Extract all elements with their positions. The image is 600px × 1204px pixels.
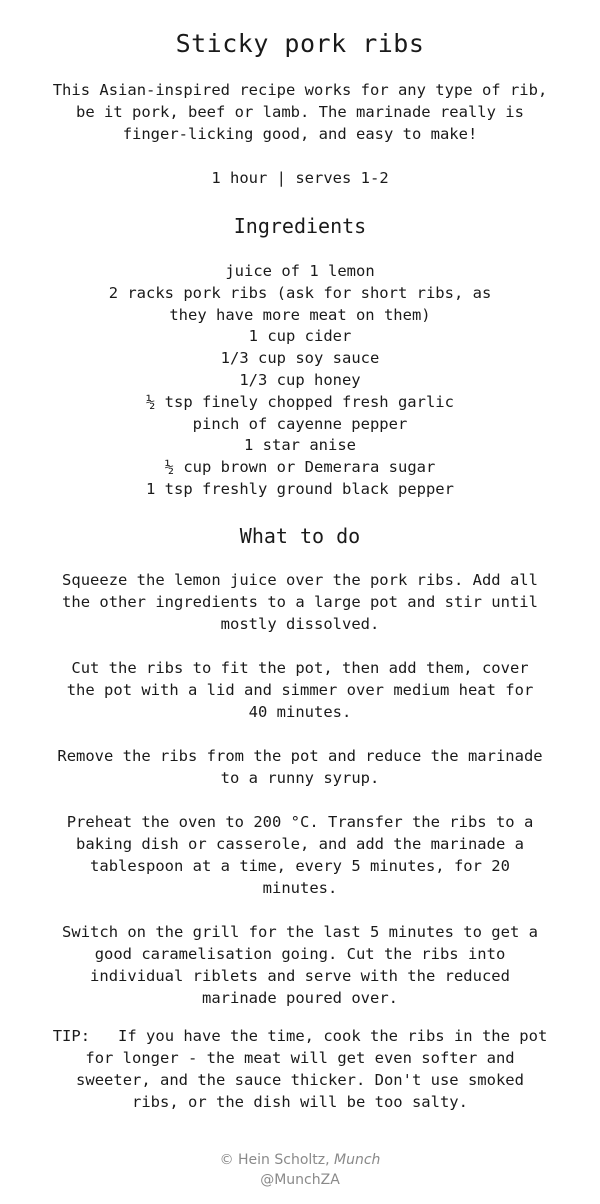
ingredient-item: 1/3 cup soy sauce (220, 349, 380, 368)
ingredient-item: 2 racks pork ribs (ask for short ribs, as (108, 283, 492, 302)
recipe-title: Sticky pork ribs (175, 29, 425, 58)
recipe-intro: This Asian-inspired recipe works for any type of rib, be it pork, beef or lamb. The marinade really is finger-licking good, and easy to make! (52, 81, 548, 143)
method-steps (55, 569, 545, 1031)
ingredient-item: they have more meat on them) (169, 305, 431, 324)
ingredient-item: ½ cup brown or Demerara sugar (164, 458, 436, 477)
publication-name: Munch (334, 1152, 381, 1168)
method-step: Cut the ribs to fit the pot, then add them, cover the pot with a lid and simmer over medium heat for 40 minutes. (66, 659, 534, 721)
ingredient-item: 1 tsp freshly ground black pepper (146, 479, 454, 498)
copyright-line (0, 1150, 600, 1170)
ingredient-item: juice of 1 lemon (225, 262, 375, 280)
ingredients-list (60, 261, 540, 501)
social-handle: @MunchZA (260, 1172, 340, 1188)
ingredients-heading: Ingredients (233, 214, 367, 238)
tip-text: If you have the time, cook the ribs in the pot for longer - the meat will get even softer and sweeter, and the sauce thicker. Don't use smoked ribs, or the dish will be too salty. (76, 1027, 548, 1111)
credit-block (0, 1150, 600, 1190)
ingredient-item: 1/3 cup honey (239, 370, 361, 389)
copyright-prefix: © Hein Scholtz, (219, 1152, 335, 1168)
ingredient-item: ½ tsp finely chopped fresh garlic (146, 392, 454, 411)
method-heading: What to do (239, 524, 361, 548)
tip-paragraph (50, 1025, 550, 1113)
method-step: Squeeze the lemon juice over the pork ribs. Add all the other ingredients to a large pot and stir until mostly dissolved. (62, 571, 538, 633)
method-step: Preheat the oven to 200 °C. Transfer the ribs to a baking dish or casserole, and add the marinade a tablespoon at a time, every 5 minutes, for 20 minutes. (66, 813, 534, 897)
ingredient-item: 1 star anise (244, 436, 356, 455)
method-step: Remove the ribs from the pot and reduce the marinade to a runny syrup. (57, 747, 543, 787)
tip-label: TIP: (52, 1027, 91, 1045)
method-step: Switch on the grill for the last 5 minutes to get a good caramelisation going. Cut the ribs into individual riblets and serve with the reduced marinade poured over. (62, 923, 538, 1007)
ingredient-item: 1 cup cider (248, 327, 352, 346)
recipe-meta: 1 hour | serves 1-2 (211, 169, 389, 187)
ingredient-item: pinch of cayenne pepper (192, 414, 408, 433)
